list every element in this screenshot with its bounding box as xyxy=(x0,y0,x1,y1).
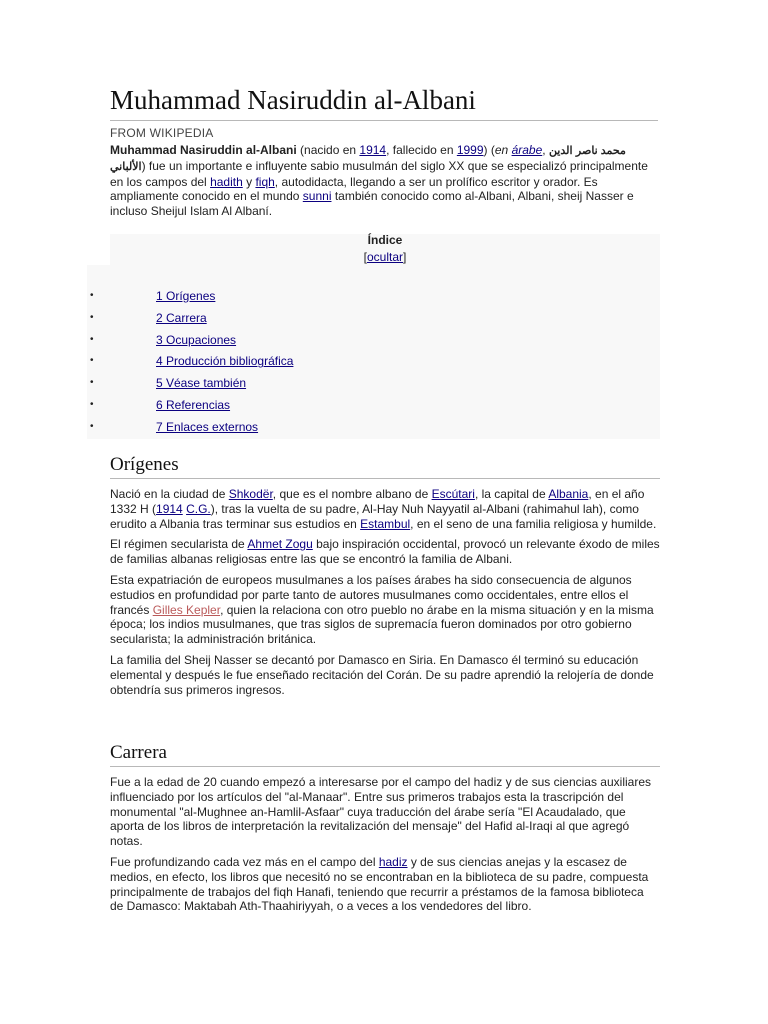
link-escutari[interactable]: Escútari xyxy=(431,487,475,501)
source-label: FROM WIKIPEDIA xyxy=(110,126,214,140)
toc-link-vease[interactable]: 5 Véase también xyxy=(156,376,247,391)
toc-link-enlaces[interactable]: 7 Enlaces externos xyxy=(156,419,259,434)
link-arabe[interactable]: árabe xyxy=(511,143,543,157)
bullet-icon: • xyxy=(90,377,94,389)
link-cg[interactable]: C.G. xyxy=(186,501,211,516)
link-estambul[interactable]: Estambul xyxy=(360,516,411,531)
paragraph: Esta expatriación de europeos musulmanes a los países árabes ha sido consecuencia de algunos estudios en profundidad por parte tanto de autores musulmanes como occidentales, entre ellos el francés Gilles Kepler, quien la relaciona con otro pueblo no árabe en la misma situación y en la misma época; los indios musulmanes, que tras siglos de supremacía fueron dominados por otro gobierno secularista; la administración británica. xyxy=(110,572,654,647)
arabic-name-2: الدين الألباني xyxy=(110,145,573,173)
link-sunni[interactable]: sunni xyxy=(302,189,332,204)
section-heading-origenes: Orígenes xyxy=(110,453,660,479)
arabic-name-1: محمد ناصر xyxy=(575,145,626,157)
toc-link-origenes[interactable]: 1 Orígenes xyxy=(156,289,216,303)
bullet-icon: • xyxy=(90,398,94,410)
link-gilles-kepler[interactable]: Gilles Kepler xyxy=(152,602,221,617)
toc-title: Índice xyxy=(367,233,403,247)
toc-link-ocupaciones[interactable]: 3 Ocupaciones xyxy=(156,332,237,347)
intro-paragraph: Muhammad Nasiruddin al-Albani (nacido en 1914, fallecido en 1999) (en árabe, محمد ناصر الدين الألباني) fue un importante e influyente sabio musulmán del siglo XX que se especializó principalmente en los campos del hadith y fiqh, autodidacta, llegando a ser un prolífico escritor y orador. Es ampliamente conocido en el mundo sunni también conocido como al-Albani, Albani, sheij Nasser e incluso Sheijul Islam Al Albaní. xyxy=(110,143,648,219)
bullet-icon: • xyxy=(90,333,94,345)
toc-link-referencias[interactable]: 6 Referencias xyxy=(156,397,231,412)
toc-hide-link[interactable]: ocultar xyxy=(366,250,404,264)
link-1914[interactable]: 1914 xyxy=(359,143,387,157)
section-heading-carrera: Carrera xyxy=(110,741,660,767)
bullet-icon: • xyxy=(90,311,94,323)
toc-toggle: [ocultar] xyxy=(363,250,407,264)
subject-name: Muhammad Nasiruddin al-Albani xyxy=(110,143,297,157)
paragraph: El régimen secularista de Ahmet Zogu bajo inspiración occidental, provocó un relevante éxodo de miles de familias albanas religiosas entre las que se encontró la familia de Albani. xyxy=(110,537,660,567)
link-shkoder[interactable]: Shkodër xyxy=(228,487,273,501)
section-origenes xyxy=(110,453,660,703)
link-1914-b[interactable]: 1914 xyxy=(156,501,183,516)
bullet-icon: • xyxy=(90,290,94,301)
section-carrera xyxy=(110,741,660,920)
link-fiqh[interactable]: fiqh xyxy=(255,174,275,189)
paragraph: La familia del Sheij Nasser se decantó por Damasco en Siria. En Damasco él terminó su educación elemental y después le fue enseñado recitación del Corán. De su padre aprendió la relojería de donde obtendría sus primeros ingresos. xyxy=(110,652,654,697)
page-title: Muhammad Nasiruddin al-Albani xyxy=(110,80,658,121)
link-hadith[interactable]: hadith xyxy=(210,174,243,189)
bullet-icon: • xyxy=(90,420,94,432)
paragraph: Fue profundizando cada vez más en el campo del hadiz y de sus ciencias anejas y la escasez de medios, en efecto, los libros que necesitó no se encontraban en la biblioteca de su padre, compuesta principalmente de trabajos del fiqh Hanafi, teniendo que recurrir a préstamos de la famosa biblioteca de Damasco: Maktabah Ath-Thaahiriyyah, o a veces a los vendedores del libro. xyxy=(110,854,649,914)
toc-link-carrera[interactable]: 2 Carrera xyxy=(156,310,207,325)
toc-link-produccion[interactable]: 4 Producción bibliográfica xyxy=(156,354,294,369)
link-albania[interactable]: Albania xyxy=(548,487,589,501)
paragraph: Nació en la ciudad de Shkodër, que es el nombre albano de Escútari, la capital de Albania, en el año 1332 H (1914 C.G.), tras la vuelta de su padre, Al-Hay Nuh Nayyatil al-Albani (rahimahul lah), como erudito a Albania tras terminar sus estudios en Estambul, en el seno de una familia religiosa y humilde. xyxy=(110,487,657,531)
paragraph: Fue a la edad de 20 cuando empezó a interesarse por el campo del hadiz y de sus ciencias auxiliares influenciado por los artículos del "al-Manaar". Entre sus primeros trabajos esta la trascripción del monumental "al-Mughnee an-Hamlil-Asfaar" cuya traducción del árabe sería "El Acaudalado, que aporta de los libros de interpretación la revitalización del mensaje" del Hafid al-Iraqi al que agregó notas. xyxy=(110,775,651,849)
link-hadiz[interactable]: hadiz xyxy=(378,854,408,869)
link-ahmet-zogu[interactable]: Ahmet Zogu xyxy=(247,537,313,552)
bullet-icon: • xyxy=(90,355,94,367)
link-1999[interactable]: 1999 xyxy=(456,143,484,157)
article-header xyxy=(110,80,658,225)
